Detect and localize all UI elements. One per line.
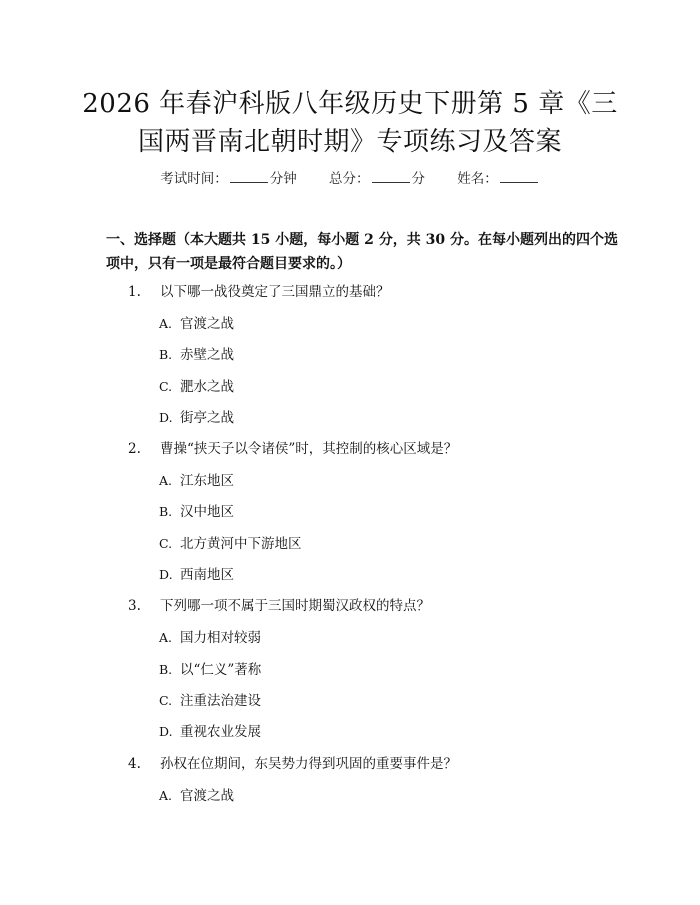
option-letter: A. xyxy=(159,473,173,489)
question-stem: 下列哪一项不属于三国时期蜀汉政权的特点？ xyxy=(160,598,430,615)
option-text: 国力相对较弱 xyxy=(180,630,261,647)
option-text: 官渡之战 xyxy=(180,787,234,804)
question-stem: 孙权在位期间，东吴势力得到巩固的重要事件是？ xyxy=(160,755,457,772)
option-letter: A. xyxy=(159,316,173,331)
option-text: 赤壁之战 xyxy=(180,347,234,364)
question-2-option-d xyxy=(0,563,700,594)
question-1-option-d xyxy=(0,406,700,437)
question-1-option-a xyxy=(0,312,700,343)
question-number: 3. xyxy=(128,598,141,615)
section-heading-line-1: 一、选择题（本大题共 15 小题，每小题 2 分，共 30 分。在每小题列出的四个选 xyxy=(106,232,618,248)
section-heading xyxy=(106,228,626,276)
option-letter: C. xyxy=(159,535,173,551)
question-2-option-c xyxy=(0,532,700,563)
exam-time-unit: 分钟 xyxy=(269,171,297,187)
question-2-option-a xyxy=(0,469,700,500)
exam-time-blank xyxy=(230,170,268,183)
total-score-blank xyxy=(372,170,410,183)
student-name-field xyxy=(457,167,540,187)
total-score-unit: 分 xyxy=(411,171,425,187)
option-text: 北方黄河中下游地区 xyxy=(180,535,302,552)
question-3 xyxy=(0,594,700,626)
question-stem: 以下哪一战役奠定了三国鼎立的基础？ xyxy=(160,284,390,300)
exam-time-field xyxy=(160,167,297,187)
question-3-option-a xyxy=(0,626,700,657)
question-2 xyxy=(0,437,700,469)
option-letter: D. xyxy=(159,567,173,583)
question-number: 4. xyxy=(128,755,141,772)
question-stem: 曹操“挟天子以令诸侯”时，其控制的核心区域是？ xyxy=(160,441,458,458)
question-1-option-b xyxy=(0,343,700,374)
question-1 xyxy=(0,280,700,312)
option-letter: A. xyxy=(159,630,173,646)
question-3-option-c xyxy=(0,689,700,720)
total-score-label: 总分： xyxy=(329,171,370,187)
title-line-1: 2026 年春沪科版八年级历史下册第 5 章《三 xyxy=(82,89,618,119)
option-text: 西南地区 xyxy=(180,567,234,584)
option-letter: B. xyxy=(159,347,173,363)
question-number: 1. xyxy=(128,284,141,300)
option-letter: D. xyxy=(159,409,173,425)
question-3-option-d xyxy=(0,720,700,751)
question-1-option-c xyxy=(0,375,700,406)
option-text: 官渡之战 xyxy=(180,316,234,332)
question-number: 2. xyxy=(128,441,141,458)
option-letter: C. xyxy=(159,378,173,394)
option-text: 以“仁义”著称 xyxy=(180,661,262,678)
option-text: 重视农业发展 xyxy=(180,724,261,741)
total-score-field xyxy=(329,167,425,187)
option-text: 汉中地区 xyxy=(180,504,234,521)
option-text: 注重法治建设 xyxy=(180,692,261,709)
title-line-2: 国两晋南北朝时期》专项练习及答案 xyxy=(137,127,562,157)
option-text: 淝水之战 xyxy=(180,378,234,395)
question-4 xyxy=(0,752,700,784)
option-letter: D. xyxy=(159,724,173,740)
question-4-option-a xyxy=(0,784,700,815)
option-letter: A. xyxy=(159,787,173,803)
question-list xyxy=(0,280,700,815)
section-heading-line-2: 项中，只有一项是最符合题目要求的。） xyxy=(106,256,351,272)
option-letter: B. xyxy=(159,661,173,677)
exam-time-label: 考试时间： xyxy=(160,171,228,187)
student-name-blank xyxy=(500,170,538,183)
option-letter: B. xyxy=(159,504,173,520)
student-name-label: 姓名： xyxy=(457,171,498,187)
exam-info-line xyxy=(0,167,700,187)
option-text: 江东地区 xyxy=(180,473,234,490)
page-title xyxy=(70,85,630,161)
option-text: 街亭之战 xyxy=(180,409,234,426)
option-letter: C. xyxy=(159,692,173,708)
question-2-option-b xyxy=(0,500,700,531)
question-3-option-b xyxy=(0,658,700,689)
